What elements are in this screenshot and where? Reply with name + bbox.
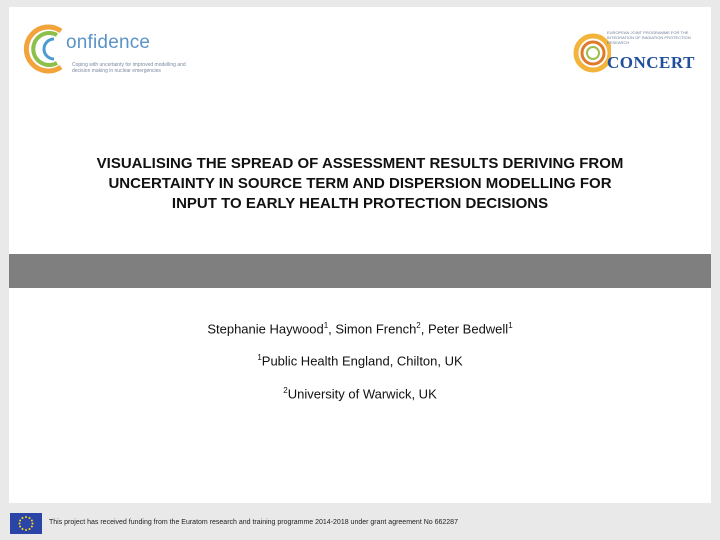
- footer: [0, 508, 720, 540]
- concert-ring-icon: [571, 23, 611, 79]
- author-superscript: 2: [416, 321, 421, 330]
- author-name: Stephanie Haywood: [207, 321, 324, 337]
- title-line: UNCERTAINTY IN SOURCE TERM AND DISPERSION MODELLING FOR: [108, 175, 612, 192]
- concert-wordmark: CONCERT: [607, 53, 695, 72]
- author-line: [29, 318, 691, 337]
- affiliation-line: [29, 383, 691, 402]
- author-superscript: 1: [323, 321, 329, 330]
- confidence-logo: [21, 19, 221, 85]
- slide: [9, 7, 711, 503]
- author-name: Peter Bedwell: [427, 321, 509, 337]
- funding-statement: This project has received funding from the Euratom research and training programme 2014-2018 under grant agreement No 662287: [49, 519, 458, 526]
- author-name: Simon French: [335, 321, 417, 337]
- affiliation-text: University of Warwick, UK: [287, 385, 437, 401]
- author-separator: ,: [328, 321, 336, 337]
- concert-logo: [571, 23, 706, 79]
- confidence-tagline: Coping with uncertainty for improved modelling and decision making in nuclear emergencies: [72, 62, 186, 74]
- eu-flag-icon: [10, 513, 42, 534]
- title-line: INPUT TO EARLY HEALTH PROTECTION DECISIONS: [171, 195, 549, 212]
- affiliation-text: Public Health England, Chilton, UK: [261, 353, 463, 369]
- affiliation-superscript: 1: [257, 353, 262, 363]
- title-line: VISUALISING THE SPREAD OF ASSESSMENT RESULTS DERIVING FROM: [96, 155, 624, 172]
- slide-title: [29, 154, 691, 214]
- divider-band: [9, 254, 711, 288]
- concert-tagline: EUROPEAN JOINT PROGRAMME FOR THE INTEGRATION OF RADIATION PROTECTION RESEARCH: [607, 30, 691, 45]
- author-block: [29, 318, 691, 415]
- affiliation-superscript: 2: [283, 385, 288, 395]
- author-separator: ,: [420, 321, 428, 337]
- author-superscript: 1: [508, 321, 513, 330]
- confidence-wordmark: onfidence: [66, 32, 151, 53]
- eu-stars-icon: [10, 513, 42, 534]
- affiliation-line: [29, 350, 691, 369]
